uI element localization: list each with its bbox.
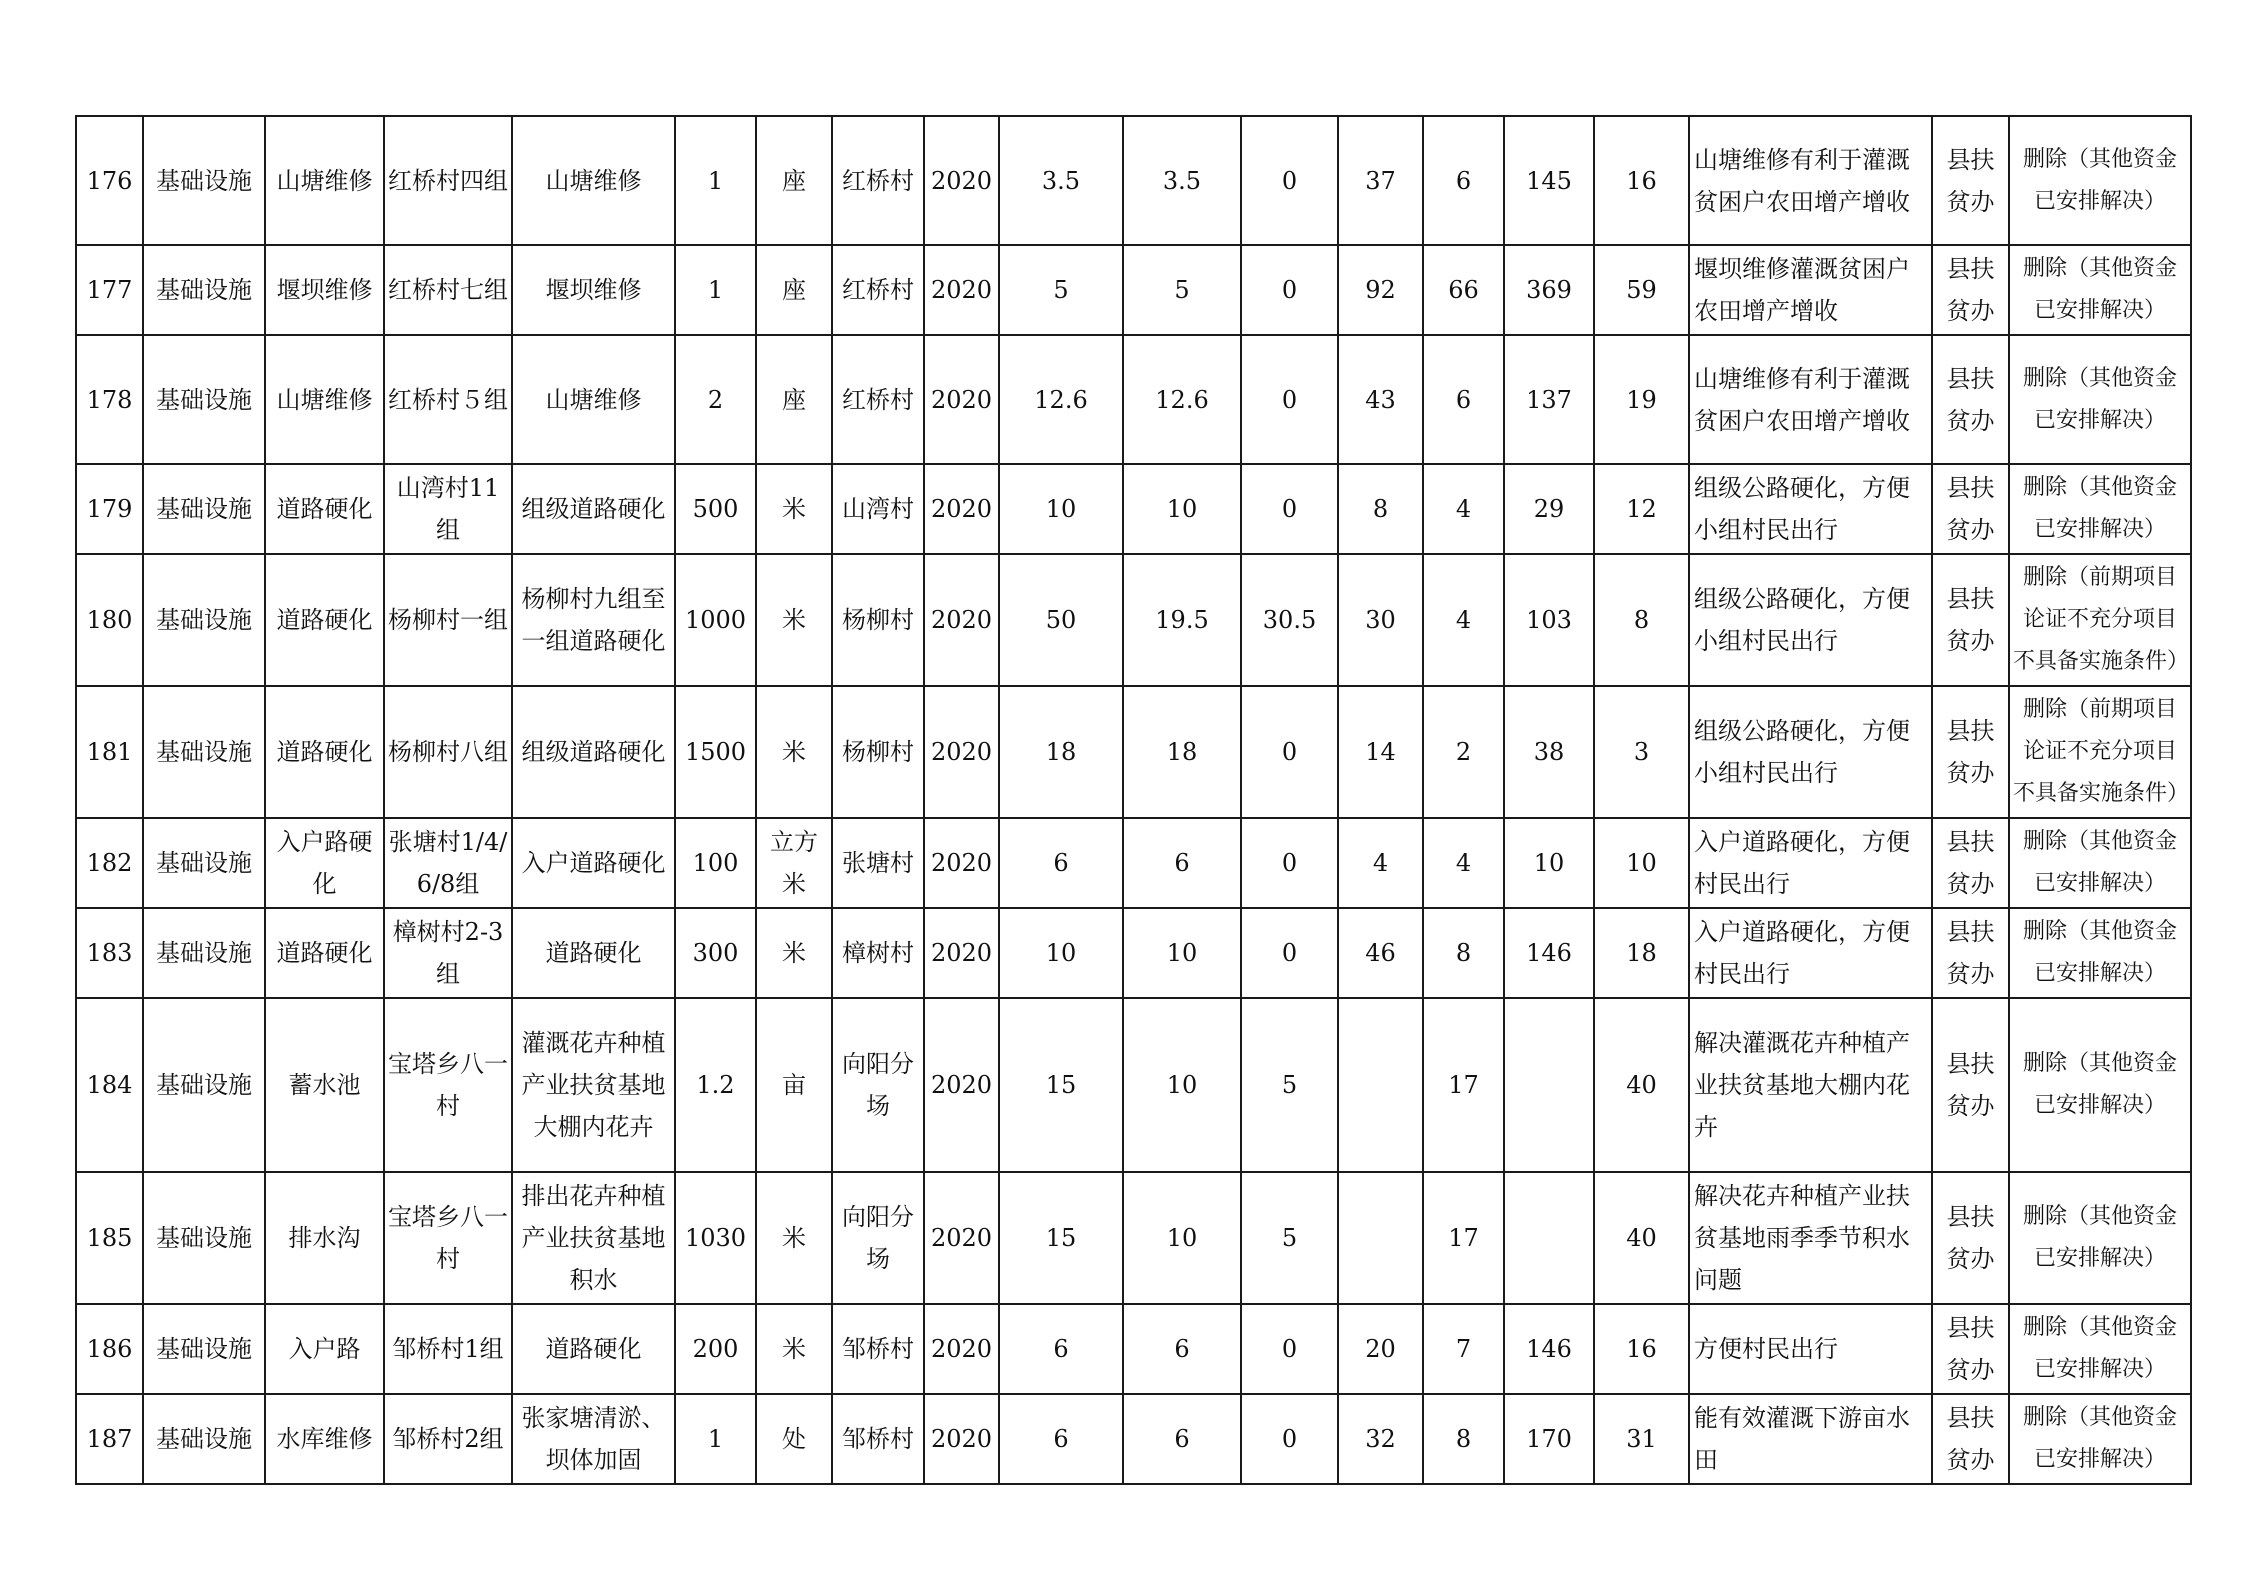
table-row	[76, 686, 2191, 818]
unit-cell: 座	[756, 335, 832, 464]
fund-a-cell: 6	[1123, 1304, 1241, 1394]
construction-content-cell: 张家塘清淤、坝体加固	[512, 1394, 675, 1484]
beneficiary-c-cell: 170	[1504, 1394, 1594, 1484]
beneficiary-d-cell: 3	[1594, 686, 1689, 818]
implementing-village-cell: 张塘村	[832, 818, 924, 908]
fund-a-cell: 5	[1123, 245, 1241, 335]
fund-b-cell: 0	[1241, 245, 1338, 335]
beneficiary-c-cell: 146	[1504, 1304, 1594, 1394]
scale-cell: 500	[675, 464, 756, 554]
beneficiary-a-cell: 92	[1338, 245, 1423, 335]
location-cell: 红桥村四组	[384, 116, 512, 245]
scale-cell: 1	[675, 245, 756, 335]
benefit-description-cell: 方便村民出行	[1689, 1304, 1932, 1394]
beneficiary-c-cell: 146	[1504, 908, 1594, 998]
total-investment-cell: 15	[999, 998, 1123, 1172]
fund-a-cell: 6	[1123, 818, 1241, 908]
beneficiary-b-cell: 6	[1423, 116, 1504, 245]
implementing-village-cell: 樟树村	[832, 908, 924, 998]
construction-content-cell: 道路硬化	[512, 908, 675, 998]
benefit-description-cell: 堰坝维修灌溉贫困户农田增产增收	[1689, 245, 1932, 335]
beneficiary-b-cell: 4	[1423, 554, 1504, 686]
row-number-cell: 177	[76, 245, 143, 335]
project-type-cell: 道路硬化	[265, 554, 384, 686]
construction-content-cell: 道路硬化	[512, 1304, 675, 1394]
benefit-description-cell: 解决花卉种植产业扶贫基地雨季季节积水问题	[1689, 1172, 1932, 1304]
project-type-cell: 道路硬化	[265, 908, 384, 998]
scale-cell: 1	[675, 1394, 756, 1484]
beneficiary-a-cell	[1338, 1172, 1423, 1304]
year-cell: 2020	[924, 464, 999, 554]
beneficiary-a-cell: 43	[1338, 335, 1423, 464]
category-cell: 基础设施	[143, 464, 265, 554]
table-row	[76, 245, 2191, 335]
unit-cell: 米	[756, 554, 832, 686]
scale-cell: 300	[675, 908, 756, 998]
implementing-village-cell: 红桥村	[832, 116, 924, 245]
location-cell: 邹桥村1组	[384, 1304, 512, 1394]
remark-cell: 删除（其他资金已安排解决）	[2009, 335, 2191, 464]
table-row	[76, 998, 2191, 1172]
year-cell: 2020	[924, 818, 999, 908]
unit-cell: 米	[756, 686, 832, 818]
scale-cell: 2	[675, 335, 756, 464]
responsible-unit-cell: 县扶贫办	[1932, 1304, 2009, 1394]
row-number-cell: 182	[76, 818, 143, 908]
project-type-cell: 排水沟	[265, 1172, 384, 1304]
total-investment-cell: 12.6	[999, 335, 1123, 464]
fund-a-cell: 12.6	[1123, 335, 1241, 464]
responsible-unit-cell: 县扶贫办	[1932, 116, 2009, 245]
category-cell: 基础设施	[143, 1304, 265, 1394]
table-row	[76, 908, 2191, 998]
implementing-village-cell: 向阳分场	[832, 1172, 924, 1304]
table-row	[76, 1304, 2191, 1394]
remark-cell: 删除（其他资金已安排解决）	[2009, 245, 2191, 335]
benefit-description-cell: 解决灌溉花卉种植产业扶贫基地大棚内花卉	[1689, 998, 1932, 1172]
beneficiary-b-cell: 17	[1423, 998, 1504, 1172]
fund-a-cell: 10	[1123, 464, 1241, 554]
beneficiary-d-cell: 18	[1594, 908, 1689, 998]
category-cell: 基础设施	[143, 818, 265, 908]
construction-content-cell: 入户道路硬化	[512, 818, 675, 908]
location-cell: 邹桥村2组	[384, 1394, 512, 1484]
table-row	[76, 335, 2191, 464]
project-type-cell: 入户路	[265, 1304, 384, 1394]
unit-cell: 亩	[756, 998, 832, 1172]
beneficiary-c-cell: 38	[1504, 686, 1594, 818]
beneficiary-c-cell: 369	[1504, 245, 1594, 335]
beneficiary-a-cell: 8	[1338, 464, 1423, 554]
responsible-unit-cell: 县扶贫办	[1932, 1394, 2009, 1484]
beneficiary-a-cell	[1338, 998, 1423, 1172]
row-number-cell: 178	[76, 335, 143, 464]
fund-a-cell: 10	[1123, 1172, 1241, 1304]
table-row	[76, 1172, 2191, 1304]
fund-a-cell: 18	[1123, 686, 1241, 818]
total-investment-cell: 6	[999, 1304, 1123, 1394]
unit-cell: 座	[756, 245, 832, 335]
table-row	[76, 464, 2191, 554]
unit-cell: 米	[756, 1172, 832, 1304]
category-cell: 基础设施	[143, 554, 265, 686]
construction-content-cell: 灌溉花卉种植产业扶贫基地大棚内花卉	[512, 998, 675, 1172]
unit-cell: 米	[756, 908, 832, 998]
beneficiary-b-cell: 8	[1423, 908, 1504, 998]
beneficiary-a-cell: 37	[1338, 116, 1423, 245]
row-number-cell: 183	[76, 908, 143, 998]
implementing-village-cell: 杨柳村	[832, 686, 924, 818]
beneficiary-a-cell: 30	[1338, 554, 1423, 686]
fund-b-cell: 5	[1241, 998, 1338, 1172]
year-cell: 2020	[924, 1394, 999, 1484]
remark-cell: 删除（其他资金已安排解决）	[2009, 464, 2191, 554]
row-number-cell: 179	[76, 464, 143, 554]
implementing-village-cell: 山湾村	[832, 464, 924, 554]
responsible-unit-cell: 县扶贫办	[1932, 554, 2009, 686]
unit-cell: 立方米	[756, 818, 832, 908]
fund-b-cell: 0	[1241, 116, 1338, 245]
responsible-unit-cell: 县扶贫办	[1932, 335, 2009, 464]
beneficiary-d-cell: 16	[1594, 1304, 1689, 1394]
implementing-village-cell: 邹桥村	[832, 1394, 924, 1484]
year-cell: 2020	[924, 686, 999, 818]
total-investment-cell: 15	[999, 1172, 1123, 1304]
total-investment-cell: 10	[999, 464, 1123, 554]
beneficiary-d-cell: 16	[1594, 116, 1689, 245]
year-cell: 2020	[924, 998, 999, 1172]
fund-b-cell: 0	[1241, 464, 1338, 554]
remark-cell: 删除（其他资金已安排解决）	[2009, 818, 2191, 908]
category-cell: 基础设施	[143, 116, 265, 245]
beneficiary-c-cell: 145	[1504, 116, 1594, 245]
category-cell: 基础设施	[143, 245, 265, 335]
fund-b-cell: 0	[1241, 818, 1338, 908]
year-cell: 2020	[924, 116, 999, 245]
fund-b-cell: 0	[1241, 686, 1338, 818]
beneficiary-b-cell: 8	[1423, 1394, 1504, 1484]
beneficiary-d-cell: 12	[1594, 464, 1689, 554]
responsible-unit-cell: 县扶贫办	[1932, 908, 2009, 998]
beneficiary-c-cell: 29	[1504, 464, 1594, 554]
construction-content-cell: 组级道路硬化	[512, 686, 675, 818]
benefit-description-cell: 山塘维修有利于灌溉贫困户农田增产增收	[1689, 116, 1932, 245]
benefit-description-cell: 组级公路硬化，方便小组村民出行	[1689, 554, 1932, 686]
beneficiary-d-cell: 19	[1594, 335, 1689, 464]
unit-cell: 米	[756, 1304, 832, 1394]
beneficiary-c-cell: 10	[1504, 818, 1594, 908]
project-type-cell: 道路硬化	[265, 464, 384, 554]
year-cell: 2020	[924, 1304, 999, 1394]
implementing-village-cell: 红桥村	[832, 245, 924, 335]
beneficiary-b-cell: 17	[1423, 1172, 1504, 1304]
total-investment-cell: 18	[999, 686, 1123, 818]
beneficiary-d-cell: 31	[1594, 1394, 1689, 1484]
beneficiary-a-cell: 46	[1338, 908, 1423, 998]
total-investment-cell: 3.5	[999, 116, 1123, 245]
project-type-cell: 蓄水池	[265, 998, 384, 1172]
year-cell: 2020	[924, 908, 999, 998]
scale-cell: 1	[675, 116, 756, 245]
construction-content-cell: 山塘维修	[512, 335, 675, 464]
beneficiary-c-cell: 103	[1504, 554, 1594, 686]
category-cell: 基础设施	[143, 998, 265, 1172]
beneficiary-b-cell: 6	[1423, 335, 1504, 464]
construction-content-cell: 排出花卉种植产业扶贫基地积水	[512, 1172, 675, 1304]
row-number-cell: 181	[76, 686, 143, 818]
remark-cell: 删除（其他资金已安排解决）	[2009, 1394, 2191, 1484]
table-row	[76, 554, 2191, 686]
row-number-cell: 186	[76, 1304, 143, 1394]
category-cell: 基础设施	[143, 686, 265, 818]
beneficiary-b-cell: 66	[1423, 245, 1504, 335]
beneficiary-d-cell: 40	[1594, 998, 1689, 1172]
fund-b-cell: 0	[1241, 1394, 1338, 1484]
project-type-cell: 入户路硬化	[265, 818, 384, 908]
scale-cell: 1030	[675, 1172, 756, 1304]
benefit-description-cell: 入户道路硬化，方便村民出行	[1689, 818, 1932, 908]
beneficiary-d-cell: 40	[1594, 1172, 1689, 1304]
unit-cell: 米	[756, 464, 832, 554]
implementing-village-cell: 杨柳村	[832, 554, 924, 686]
row-number-cell: 187	[76, 1394, 143, 1484]
remark-cell: 删除（其他资金已安排解决）	[2009, 1172, 2191, 1304]
remark-cell: 删除（前期项目论证不充分项目不具备实施条件）	[2009, 554, 2191, 686]
row-number-cell: 180	[76, 554, 143, 686]
year-cell: 2020	[924, 554, 999, 686]
fund-a-cell: 10	[1123, 908, 1241, 998]
category-cell: 基础设施	[143, 1172, 265, 1304]
category-cell: 基础设施	[143, 908, 265, 998]
beneficiary-d-cell: 10	[1594, 818, 1689, 908]
beneficiary-c-cell: 137	[1504, 335, 1594, 464]
scale-cell: 200	[675, 1304, 756, 1394]
construction-content-cell: 组级道路硬化	[512, 464, 675, 554]
benefit-description-cell: 组级公路硬化，方便小组村民出行	[1689, 464, 1932, 554]
category-cell: 基础设施	[143, 1394, 265, 1484]
unit-cell: 处	[756, 1394, 832, 1484]
benefit-description-cell: 山塘维修有利于灌溉贫困户农田增产增收	[1689, 335, 1932, 464]
responsible-unit-cell: 县扶贫办	[1932, 245, 2009, 335]
scale-cell: 1500	[675, 686, 756, 818]
location-cell: 宝塔乡八一村	[384, 1172, 512, 1304]
total-investment-cell: 50	[999, 554, 1123, 686]
total-investment-cell: 10	[999, 908, 1123, 998]
row-number-cell: 185	[76, 1172, 143, 1304]
table-row	[76, 818, 2191, 908]
beneficiary-b-cell: 7	[1423, 1304, 1504, 1394]
beneficiary-b-cell: 2	[1423, 686, 1504, 818]
beneficiary-c-cell	[1504, 1172, 1594, 1304]
fund-b-cell: 0	[1241, 335, 1338, 464]
fund-a-cell: 10	[1123, 998, 1241, 1172]
fund-b-cell: 0	[1241, 908, 1338, 998]
beneficiary-c-cell	[1504, 998, 1594, 1172]
remark-cell: 删除（其他资金已安排解决）	[2009, 908, 2191, 998]
location-cell: 樟树村2-3组	[384, 908, 512, 998]
year-cell: 2020	[924, 1172, 999, 1304]
beneficiary-a-cell: 20	[1338, 1304, 1423, 1394]
beneficiary-b-cell: 4	[1423, 464, 1504, 554]
construction-content-cell: 杨柳村九组至一组道路硬化	[512, 554, 675, 686]
scale-cell: 1000	[675, 554, 756, 686]
remark-cell: 删除（其他资金已安排解决）	[2009, 116, 2191, 245]
responsible-unit-cell: 县扶贫办	[1932, 818, 2009, 908]
implementing-village-cell: 邹桥村	[832, 1304, 924, 1394]
construction-content-cell: 山塘维修	[512, 116, 675, 245]
responsible-unit-cell: 县扶贫办	[1932, 1172, 2009, 1304]
scale-cell: 1.2	[675, 998, 756, 1172]
implementing-village-cell: 向阳分场	[832, 998, 924, 1172]
table-row	[76, 116, 2191, 245]
responsible-unit-cell: 县扶贫办	[1932, 464, 2009, 554]
remark-cell: 删除（前期项目论证不充分项目不具备实施条件）	[2009, 686, 2191, 818]
fund-a-cell: 6	[1123, 1394, 1241, 1484]
benefit-description-cell: 组级公路硬化，方便小组村民出行	[1689, 686, 1932, 818]
construction-content-cell: 堰坝维修	[512, 245, 675, 335]
implementing-village-cell: 红桥村	[832, 335, 924, 464]
beneficiary-d-cell: 59	[1594, 245, 1689, 335]
category-cell: 基础设施	[143, 335, 265, 464]
fund-b-cell: 30.5	[1241, 554, 1338, 686]
total-investment-cell: 6	[999, 818, 1123, 908]
beneficiary-a-cell: 32	[1338, 1394, 1423, 1484]
row-number-cell: 184	[76, 998, 143, 1172]
remark-cell: 删除（其他资金已安排解决）	[2009, 1304, 2191, 1394]
project-type-cell: 道路硬化	[265, 686, 384, 818]
location-cell: 杨柳村八组	[384, 686, 512, 818]
beneficiary-a-cell: 14	[1338, 686, 1423, 818]
benefit-description-cell: 能有效灌溉下游亩水田	[1689, 1394, 1932, 1484]
total-investment-cell: 6	[999, 1394, 1123, 1484]
location-cell: 红桥村５组	[384, 335, 512, 464]
year-cell: 2020	[924, 335, 999, 464]
project-table	[75, 115, 2192, 1485]
year-cell: 2020	[924, 245, 999, 335]
location-cell: 张塘村1/4/6/8组	[384, 818, 512, 908]
beneficiary-a-cell: 4	[1338, 818, 1423, 908]
fund-a-cell: 19.5	[1123, 554, 1241, 686]
location-cell: 宝塔乡八一村	[384, 998, 512, 1172]
beneficiary-d-cell: 8	[1594, 554, 1689, 686]
beneficiary-b-cell: 4	[1423, 818, 1504, 908]
project-type-cell: 水库维修	[265, 1394, 384, 1484]
table-row	[76, 1394, 2191, 1484]
location-cell: 红桥村七组	[384, 245, 512, 335]
fund-a-cell: 3.5	[1123, 116, 1241, 245]
project-type-cell: 山塘维修	[265, 116, 384, 245]
benefit-description-cell: 入户道路硬化，方便村民出行	[1689, 908, 1932, 998]
project-type-cell: 山塘维修	[265, 335, 384, 464]
fund-b-cell: 5	[1241, 1172, 1338, 1304]
row-number-cell: 176	[76, 116, 143, 245]
total-investment-cell: 5	[999, 245, 1123, 335]
unit-cell: 座	[756, 116, 832, 245]
location-cell: 杨柳村一组	[384, 554, 512, 686]
fund-b-cell: 0	[1241, 1304, 1338, 1394]
scale-cell: 100	[675, 818, 756, 908]
location-cell: 山湾村11组	[384, 464, 512, 554]
project-type-cell: 堰坝维修	[265, 245, 384, 335]
remark-cell: 删除（其他资金已安排解决）	[2009, 998, 2191, 1172]
responsible-unit-cell: 县扶贫办	[1932, 686, 2009, 818]
responsible-unit-cell: 县扶贫办	[1932, 998, 2009, 1172]
